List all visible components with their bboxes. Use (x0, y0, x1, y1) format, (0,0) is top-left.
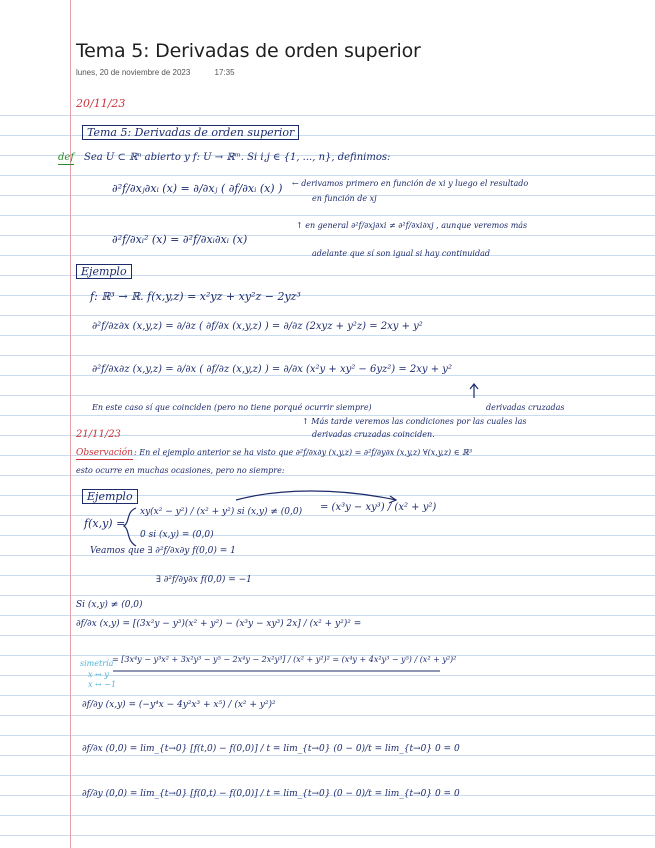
example-1-note-3: ↑ Más tarde veremos las condiciones por las cuales las (302, 417, 527, 426)
example-2-nonzero: Si (x,y) ≠ (0,0) (76, 600, 143, 610)
side-note-3: x ↔ −1 (88, 680, 117, 689)
observation-label: Observación (76, 448, 133, 458)
definition-line: Sea U ⊂ ℝⁿ abierto y f: U → ℝᵐ. Si i,j ∈ {1, ..., n}, definimos: (84, 152, 391, 163)
example-2-limit-y: ∂f/∂y (0,0) = lim_{t→0} [f(0,t) − f(0,0)] / t = lim_{t→0} (0 − 0)/t = lim_{t→0} 0 = 0 (82, 789, 460, 799)
page-title[interactable]: Tema 5: Derivadas de orden superior (76, 40, 421, 62)
page-date: lunes, 20 de noviembre de 2023 (76, 68, 191, 77)
definition-tag: def (58, 152, 75, 163)
general-note-1: ↑ en general ∂²f/∂xj∂xi ≠ ∂²f/∂xi∂xj , aunque veremos más (296, 221, 528, 230)
example-2-dfdx-2: = [3x⁴y − y³x² + 3x²y³ − y⁵ − 2x⁴y − 2x²y³] / (x² + y²)² = (x⁴y + 4x²y³ − y⁵) / (x² + y²)² (112, 655, 457, 664)
general-note-2: adelante que sí son igual si hay continuidad (312, 249, 490, 258)
example-2-dfdx-1: ∂f/∂x (x,y) = [(3x²y − y³)(x² + y²) − (x³y − xy³) 2x] / (x² + y²)² = (76, 619, 362, 629)
side-note-1: simetría (80, 659, 114, 668)
side-note-2: x ↔ y (88, 670, 109, 679)
example-1-dxdz: ∂²f/∂x∂z (x,y,z) = ∂/∂x ( ∂f/∂z (x,y,z) ) = ∂/∂x (x²y + xy² − 6yz²) = 2xy + y² (92, 364, 452, 375)
pure-partial-formula: ∂²f/∂xᵢ² (x) = ∂²f/∂xᵢ∂xᵢ (x) (112, 233, 248, 246)
example-2-f: f(x,y) = (84, 517, 126, 530)
example-2-case-2: 0 si (x,y) = (0,0) (140, 530, 214, 540)
observation-text: : En el ejemplo anterior se ha visto que ∂²f/∂x∂y (x,y,z) = ∂²f/∂y∂x (x,y,z) ∀(x,y,z) ∈ ℝ³ (134, 448, 473, 457)
example-2-claim-1: Veamos que ∃ ∂²f/∂x∂y f(0,0) = 1 (90, 546, 236, 556)
mixed-partial-formula: ∂²f/∂xⱼ∂xᵢ (x) = ∂/∂xⱼ ( ∂f/∂xᵢ (x) ) (112, 182, 283, 195)
example-2-limit-x: ∂f/∂x (0,0) = lim_{t→0} [f(t,0) − f(0,0)] / t = lim_{t→0} (0 − 0)/t = lim_{t→0} 0 = 0 (82, 744, 460, 754)
section-heading: Tema 5: Derivadas de orden superior (82, 125, 299, 140)
arrow-note-1: ← derivamos primero en función de xi y luego el resultado (292, 179, 529, 188)
example-1-function: f: ℝ³ → ℝ. f(x,y,z) = x²yz + xy²z − 2yz³ (90, 290, 301, 303)
example-2-claim-2: ∃ ∂²f/∂y∂x f(0,0) = −1 (156, 575, 252, 585)
example-2-label: Ejemplo (82, 489, 138, 504)
example-2-case-1: xy(x² − y²) / (x² + y²) si (x,y) ≠ (0,0) (140, 507, 303, 517)
example-1-note-1: En este caso sí que coinciden (pero no tiene porqué ocurrir siempre) (92, 403, 372, 412)
observation-text-2: esto ocurre en muchas ocasiones, pero no siempre: (76, 466, 285, 475)
note-date-2: 21/11/23 (76, 429, 121, 440)
example-1-note-4: derivadas cruzadas coinciden. (312, 430, 435, 439)
page-time: 17:35 (214, 68, 235, 77)
arrow-note-2: en función de xj (312, 194, 377, 203)
example-1-note-2: derivadas cruzadas (486, 403, 565, 412)
example-2-simplified: = (x³y − xy³) / (x² + y²) (320, 502, 437, 513)
example-1-label: Ejemplo (76, 264, 132, 279)
example-2-dfdy: ∂f/∂y (x,y) = (−y⁴x − 4y²x³ + x⁵) / (x² + y²)² (82, 700, 276, 710)
note-date-1: 20/11/23 (76, 97, 126, 110)
example-1-dzdx: ∂²f/∂z∂x (x,y,z) = ∂/∂z ( ∂f/∂x (x,y,z) ) = ∂/∂z (2xyz + y²z) = 2xy + y² (92, 321, 423, 332)
